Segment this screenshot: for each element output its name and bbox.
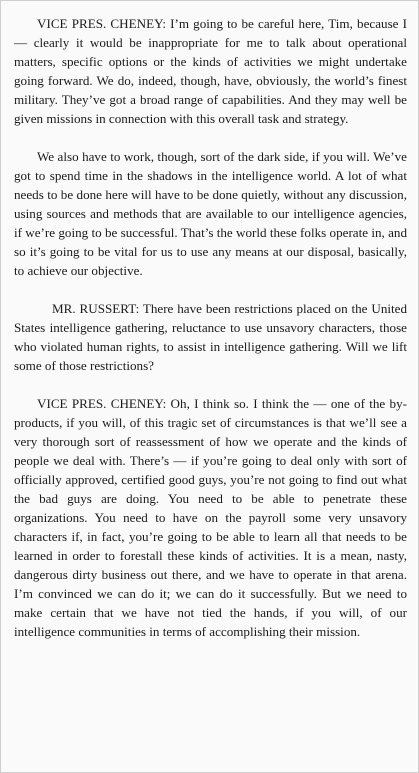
paragraph-cheney-answer: VICE PRES. CHENEY: Oh, I think so. I think the — one of the by-products, if you will, of this tragic set of circumstances is that we’ll see a very thorough sort of reassessment of how we operate and the kinds of people we deal with. There’s — if you’re going to deal only with sort of officially approved, certified good guys, you’re not going to find out what the bad guys are doing. You need to be able to penetrate these organizations. You need to have on the payroll some very unsavory characters if, in fact, you’re going to be able to learn all that needs to be learned in order to forestall these kinds of activities. It is a mean, nasty, dangerous dirty business out there, and we have to operate in that arena. I’m convinced we can do it; we can do it successfully. But we need to make certain that we have not tied the hands, if you will, of our intelligence communities in terms of accomplishing their mission. <box>14 396 407 639</box>
paragraph-cheney-dark-side: We also have to work, though, sort of the dark side, if you will. We’ve got to spend time in the shadows in the intelligence world. A lot of what needs to be done here will have to be done quietly, without any discussion, using sources and methods that are available to our intelligence agencies, if we’re going to be successful. That’s the world these folks operate in, and so it’s going to be vital for us to use any means at our disposal, basically, to achieve our objective. <box>14 149 407 278</box>
paragraph-russert-question: MR. RUSSERT: There have been restrictions placed on the United States intelligence gathering, reluctance to use unsavory characters, those who violated human rights, to assist in intelligence gathering. Will we lift some of those restrictions? <box>14 301 407 373</box>
paragraph-cheney-careful: VICE PRES. CHENEY: I’m going to be careful here, Tim, because I — clearly it would be inappropriate for me to talk about operational matters, specific options or the kinds of activities we might undertake going forward. We do, indeed, though, have, obviously, the world’s finest military. They’ve got a broad range of capabilities. And they may well be given missions in connection with this overall task and strategy. <box>14 16 407 126</box>
